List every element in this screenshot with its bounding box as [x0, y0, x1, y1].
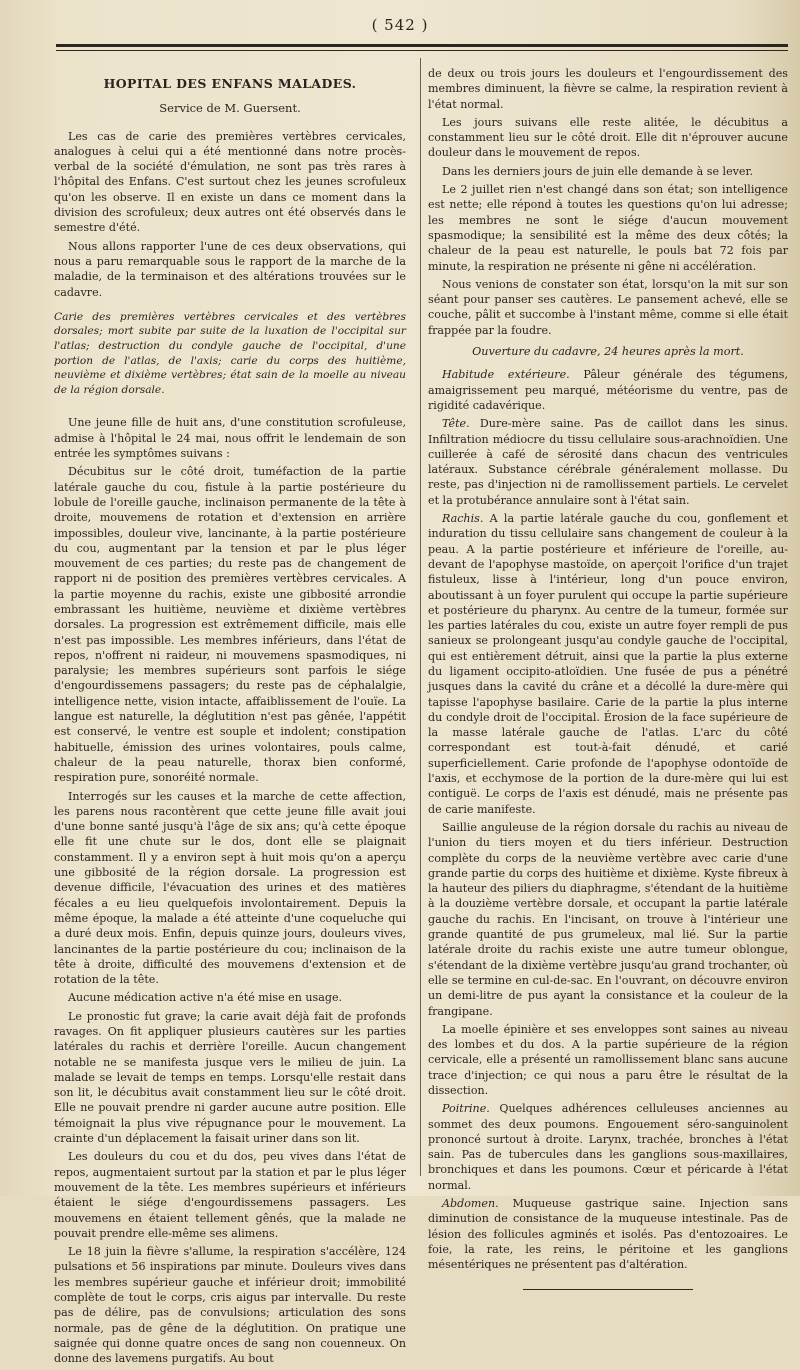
case-summary-text: Carie des premières vertèbres cervicales et des vertèbres dorsales; mort subite par suite de la luxation de l'occipital sur l'atlas; destruction du condyle gauche de l'occipital, d'une portion de l'atlas, de l'axis; carie du corps des huitième, neuvième et dixième vertèbres; état sain de la moelle au niveau de la région dorsale.	[54, 310, 406, 396]
paragraph: de deux ou trois jours les douleurs et l'engourdissement des membres diminuent, la fièvre se calme, la respiration revient à l'état normal.	[428, 67, 788, 111]
column-divider	[420, 58, 421, 1176]
paragraph: Les jours suivans elle reste alitée, le décubitus a constamment lieu sur le côté droit. Elle dit n'éprouver aucune douleur dans le mouvement de repos.	[428, 115, 788, 160]
header-rule	[56, 44, 788, 47]
case-summary	[54, 310, 406, 398]
section-poitrine	[428, 1101, 788, 1193]
section-lead: Poitrine.	[442, 1102, 490, 1116]
section-abdomen	[428, 1196, 788, 1272]
article-title: HOPITAL DES ENFANS MALADES.	[103, 76, 357, 91]
paragraph: Dans les derniers jours de juin elle demande à se lever.	[442, 164, 754, 178]
paragraph: Aucune médication active n'a été mise en usage.	[68, 991, 343, 1005]
paragraph: Les douleurs du cou et du dos, peu vives dans l'état de repos, augmentaient surtout par la station et par le plus léger mouvement de la tête. Les membres supérieurs et inférieurs étaient le siége d'engourdissemens passagers. Les mouvemens en étaient tellement gênés, que la malade ne pouvait prendre elle-même ses alimens.	[54, 1150, 406, 1240]
paragraph: Décubitus sur le côté droit, tuméfaction de la partie latérale gauche du cou, fistule à la partie postérieure du lobule de l'oreille gauche, inclinaison permanente de la tête à droite, mouvemens de rotation et d'extension en arrière impossibles, douleur vive, lancinante, à la partie postérieure du cou, augmentant par la tension et par le plus léger mouvement de ces parties; du reste pas de changement de rapport ni de position des premières vertèbres cervicales. A la partie moyenne du rachis, existe une gibbosité arrondie embrassant les huitième, neuvième et dixième vertèbres dorsales. La progression est extrêmement difficile, mais elle n'est pas impossible. Les membres inférieurs, dans l'état de repos, n'offrent ni raideur, ni mouvemens spasmodiques, ni paralysie; les membres supérieurs sont parfois le siége d'engourdissemens passagers; du reste pas de céphalalgie, intelligence nette, vision intacte, affaiblissement de l'ouïe. La langue est naturelle, la déglutition n'est pas gênée, l'appétit est conservé, le ventre est souple et indolent; constipation habituelle, émission des urines volontaires, pouls calme, chaleur de la peau naturelle, thorax bien conformé, respiration pure, sonoréité normale.	[54, 465, 406, 785]
section-text: Pâleur générale des tégumens, amaigrissement peu marqué, météorisme du ventre, pas de rigidité cadavérique.	[428, 368, 788, 412]
paragraph: Le 2 juillet rien n'est changé dans son état; son intelligence est nette; elle répond à toutes les questions qu'on lui adresse; les membres ne sont le siége d'aucun mouvement spasmodique; la sensibilité est la même des deux côtés; la chaleur de la peau est naturelle, le pouls bat 72 fois par minute, la respiration ne présente ni gêne ni accélération.	[428, 183, 788, 273]
section-tete	[428, 416, 788, 508]
paragraph: Le pronostic fut grave; la carie avait déjà fait de profonds ravages. On fit appliquer plusieurs cautères sur les parties latérales du rachis et derrière l'oreille. Aucun changement notable ne se manifesta jusque vers le milieu de juin. La malade se levait de temps en temps. Lorsqu'elle restait dans son lit, le décubitus avait constamment lieu sur le côté droit. Elle ne pouvait prendre ni garder aucune autre position. Elle témoignait la plus vive répugnance pour le mouvement. La crainte d'un déplacement la faisait uriner dans son lit.	[54, 1009, 406, 1146]
service-line: Service de M. Guersent.	[159, 101, 301, 116]
section-text: Muqueuse gastrique saine. Injection sans diminution de consistance de la muqueuse intestinale. Pas de lésion des follicules agminés et isolés. Pas d'entozoaires. Le foie, la rate, les reins, le péritoine et les ganglions mésentériques ne présentent pas d'altération.	[428, 1197, 788, 1272]
paragraph: Interrogés sur les causes et la marche de cette affection, les parens nous racontèrent que cette jeune fille avait joui d'une bonne santé jusqu'à l'âge de six ans; qu'à cette époque elle fit une chute sur le dos, dont elle se plaignait constamment. Il y a environ sept à huit mois qu'on a aperçu une gibbosité de la région dorsale. La progression est devenue difficile, l'évacuation des urines et des matières fécales a eu lieu quelquefois involontairement. Depuis la même époque, la malade a été atteinte d'une coqueluche qui a duré deux mois. Enfin, depuis quinze jours, douleurs vives, lancinantes de la partie postérieure du cou; inclinaison de la tête à droite, difficulté des mouvemens d'extension et de rotation de la tête.	[54, 789, 406, 987]
paragraph: Saillie anguleuse de la région dorsale du rachis au niveau de l'union du tiers moyen et du tiers inférieur. Destruction complète du corps de la neuvième vertèbre avec carie d'une grande partie du corps des huitième et dixième. Kyste fibreux à la hauteur des piliers du diaphragme, s'étendant de la huitième à la douzième vertèbre dorsale, et occupant la partie latérale gauche du rachis. En l'incisant, on trouve à l'intérieur une grande quantité de pus grumeleux, mal lié. Sur la partie latérale droite du rachis existe une autre tumeur oblongue, s'étendant de la dixième vertèbre jusqu'au grand trochanter, où elle se termine en cul-de-sac. En l'ouvrant, on découvre environ un demi-litre de pus ayant la consistance et la couleur de la frangipane.	[428, 820, 788, 1018]
paragraph: Une jeune fille de huit ans, d'une constitution scrofuleuse, admise à l'hôpital le 24 mai, nous offrit le lendemain de son entrée les symptômes suivans :	[54, 416, 406, 461]
section-lead: Abdomen.	[442, 1197, 499, 1211]
paragraph: Les cas de carie des premières vertèbres cervicales, analogues à celui qui a été mentionné dans notre procès-verbal de la société d'émulation, ne sont pas très rares à l'hôpital des Enfans. C'est surtout chez les jeunes scrofuleux qu'on les observe. Il en existe un dans ce moment dans la division des scrofuleux; deux autres ont été observés dans le semestre d'été.	[54, 129, 406, 235]
section-rachis	[428, 511, 788, 817]
section-habitude	[428, 367, 788, 413]
section-text: Dure-mère saine. Pas de caillot dans les sinus. Infiltration médiocre du tissu cellulaire sous-arachnoïdien. Une cuillerée à café de sérosité dans chacun des ventricules latéraux. Substance cérébrale généralement mollasse. Du reste, pas d'injection ni de ramollissement partiels. Le cervelet et la protubérance annulaire sont à l'état sain.	[428, 417, 788, 507]
right-column	[428, 66, 788, 1290]
paragraph: Le 18 juin la fièvre s'allume, la respiration s'accélère, 124 pulsations et 56 inspirations par minute. Douleurs vives dans les membres supérieur gauche et inférieur droit; immobilité complète de tout le corps, cris aigus par intervalle. Du reste pas de délire, pas de convulsions; articulation des sons normale, pas de gêne de la déglutition. On pratique une saignée qui donne quatre onces de sang non couenneux. On donne des lavemens purgatifs. Au bout	[54, 1245, 406, 1366]
section-text: A la partie latérale gauche du cou, gonflement et induration du tissu cellulaire sans changement de couleur à la peau. A la partie postérieure et inférieure de l'oreille, au-devant de l'apophyse mastoïde, on aperçoit l'orifice d'un trajet fistuleux, lisse à l'intérieur, long d'un pouce environ, aboutissant à un foyer purulent qui occupe la partie supérieure et postérieure du pharynx. Au centre de la tumeur, formée sur les parties latérales du cou, existe un autre foyer rempli de pus sanieux se prolongeant jusqu'au condyle gauche de l'occipital, qui est entièrement détruit, ainsi que la partie la plus externe du ligament occipito-atloïdien. Une fusée de pus a pénétré jusques dans la cavité du crâne et a décollé la dure-mère qui tapisse l'apophyse basilaire. Carie de la partie la plus interne du condyle droit de l'occipital. Érosion de la face supérieure de la masse latérale gauche de l'atlas. L'arc du côté correspondant est tout-à-fait dénudé, et carié superficiellement. Carie profonde de l'apophyse odontoïde de l'axis, et ecchymose de la portion de la dure-mère qui lui est contiguë. Le corps de l'axis est dénudé, mais ne présente pas de carie manifeste.	[428, 512, 788, 816]
paragraph: Nous venions de constater son état, lorsqu'on la mit sur son séant pour panser ses cautères. Le pansement achevé, elle se couche, pâlit et succombe à l'instant même, comme si elle était frappée par la foudre.	[428, 277, 788, 337]
paragraph: Nous allons rapporter l'une de ces deux observations, qui nous a paru remarquable sous le rapport de la marche de la maladie, de la terminaison et des altérations trouvées sur le cadavre.	[54, 239, 406, 299]
section-lead: Rachis.	[442, 512, 484, 526]
left-column	[54, 66, 406, 1370]
paragraph: La moelle épinière et ses enveloppes sont saines au niveau des lombes et du dos. A la partie supérieure de la région cervicale, elle a présenté un ramollissement blanc sans aucune trace d'injection; ce qui nous a paru être le résultat de la dissection.	[428, 1022, 788, 1097]
header-rule-thin	[56, 50, 788, 51]
autopsy-heading: Ouverture du cadavre, 24 heures après la mort.	[472, 345, 744, 359]
section-lead: Tête.	[442, 417, 470, 431]
section-text: Quelques adhérences celluleuses anciennes au sommet des deux poumons. Engouement séro-sanguinolent prononcé surtout à droite. Larynx, trachée, bronches à l'état sain. Pas de tubercules dans les ganglions sous-maxillaires, bronchiques et dans les poumons. Cœur et péricarde à l'état normal.	[428, 1102, 788, 1192]
page-number: ( 542 )	[371, 16, 429, 34]
end-rule	[523, 1289, 693, 1290]
section-lead: Habitude extérieure.	[442, 368, 570, 382]
